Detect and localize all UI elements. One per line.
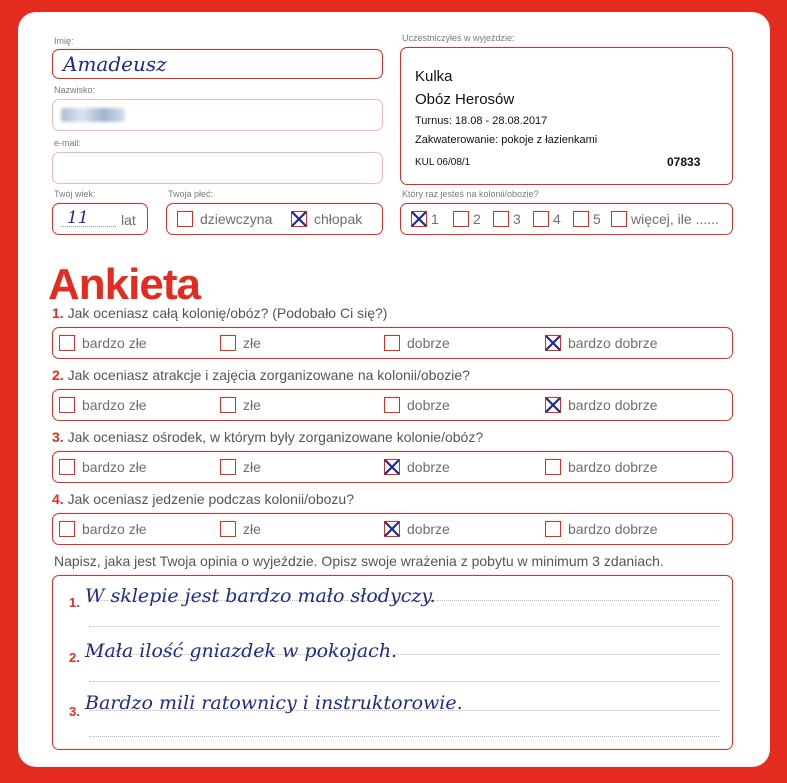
opinion-box[interactable] <box>52 575 733 750</box>
option-label: dobrze <box>407 397 450 413</box>
question-2 <box>52 367 470 383</box>
question-number: 2. <box>52 367 64 383</box>
option-label: bardzo dobrze <box>568 521 658 537</box>
times-option-1: 1 <box>431 211 439 227</box>
checkbox-q1-option-4[interactable] <box>545 335 561 351</box>
checkmark-x-icon <box>382 519 402 539</box>
question-text: Jak oceniasz jedzenie podczas kolonii/obozu? <box>67 491 354 507</box>
option-label: złe <box>243 335 261 351</box>
checkmark-x-icon <box>382 457 402 477</box>
option-label: złe <box>243 521 261 537</box>
survey-title: Ankieta <box>48 260 200 309</box>
checkbox-times-1[interactable] <box>411 211 427 227</box>
checkbox-times-3[interactable] <box>493 211 509 227</box>
gender-option-girl: dziewczyna <box>200 211 273 227</box>
age-unit: lat <box>121 212 136 228</box>
option-label: dobrze <box>407 521 450 537</box>
question-4 <box>52 491 354 507</box>
survey-sheet <box>18 12 770 767</box>
camp-number: 07833 <box>667 155 701 169</box>
checkbox-times-5[interactable] <box>573 211 589 227</box>
checkbox-q3-option-1[interactable] <box>59 459 75 475</box>
option-label: bardzo dobrze <box>568 459 658 475</box>
times-option-2: 2 <box>473 211 481 227</box>
question-text: Jak oceniasz ośrodek, w którym były zorganizowane kolonie/obóz? <box>67 429 484 445</box>
option-label: bardzo złe <box>82 335 147 351</box>
option-label: bardzo dobrze <box>568 335 658 351</box>
redacted-surname <box>61 108 125 122</box>
question-number: 3. <box>52 429 64 445</box>
name-field[interactable] <box>52 49 383 79</box>
checkbox-q1-option-2[interactable] <box>220 335 236 351</box>
age-label: Twój wiek: <box>54 189 96 199</box>
times-option-4: 4 <box>553 211 561 227</box>
opinion-text-1: W sklepie jest bardzo mało słodyczy. <box>85 585 436 607</box>
checkbox-q1-option-1[interactable] <box>59 335 75 351</box>
opinion-text-2: Mała ilość gniazdek w pokojach. <box>85 640 398 662</box>
checkbox-q4-option-4[interactable] <box>545 521 561 537</box>
checkbox-q4-option-1[interactable] <box>59 521 75 537</box>
option-label: bardzo złe <box>82 459 147 475</box>
opinion-prompt: Napisz, jaka jest Twoja opinia o wyjeździe. Opisz swoje wrażenia z pobytu w minimum 3 zdaniach. <box>54 553 664 569</box>
camp-label: Uczestniczyłeś w wyjeździe: <box>402 33 515 43</box>
option-label: dobrze <box>407 335 450 351</box>
checkmark-x-icon <box>543 333 563 353</box>
times-option-5: 5 <box>593 211 601 227</box>
option-label: złe <box>243 459 261 475</box>
option-label: bardzo dobrze <box>568 397 658 413</box>
checkbox-q3-option-3[interactable] <box>384 459 400 475</box>
times-field <box>400 203 733 235</box>
times-label: Który raz jesteś na kolonii/obozie? <box>402 189 539 199</box>
name-label: Imię: <box>54 36 74 46</box>
email-label: e-mail: <box>54 138 82 148</box>
age-value: 11 <box>67 208 89 228</box>
gender-option-boy: chłopak <box>314 211 363 227</box>
checkbox-q2-option-1[interactable] <box>59 397 75 413</box>
camp-turnus: Turnus: 18.08 - 28.08.2017 <box>415 115 548 127</box>
checkbox-girl[interactable] <box>177 211 193 227</box>
answer-row-1 <box>52 327 733 359</box>
surname-label: Nazwisko: <box>54 85 96 95</box>
checkbox-times-4[interactable] <box>533 211 549 227</box>
camp-code: KUL 06/08/1 <box>415 157 471 168</box>
checkmark-x-icon <box>409 209 429 229</box>
opinion-text-3: Bardzo mili ratownicy i instruktorowie. <box>85 692 463 714</box>
checkbox-times-more[interactable] <box>611 211 627 227</box>
answer-row-3 <box>52 451 733 483</box>
surname-field[interactable] <box>52 99 383 131</box>
question-number: 1. <box>52 305 64 321</box>
times-option-3: 3 <box>513 211 521 227</box>
question-text: Jak oceniasz całą kolonię/obóz? (Podobało Ci się?) <box>67 305 388 321</box>
question-1 <box>52 305 387 321</box>
question-3 <box>52 429 483 445</box>
answer-row-4 <box>52 513 733 545</box>
checkbox-q4-option-2[interactable] <box>220 521 236 537</box>
opinion-number-3: 3. <box>69 704 80 719</box>
checkbox-q2-option-3[interactable] <box>384 397 400 413</box>
camp-title: Obóz Herosów <box>415 91 515 108</box>
age-field[interactable] <box>52 203 148 235</box>
gender-label: Twoja płeć: <box>168 189 214 199</box>
checkbox-q1-option-3[interactable] <box>384 335 400 351</box>
question-text: Jak oceniasz atrakcje i zajęcia zorganizowane na kolonii/obozie? <box>67 367 470 383</box>
opinion-number-1: 1. <box>69 595 80 610</box>
checkbox-q3-option-4[interactable] <box>545 459 561 475</box>
checkmark-x-icon <box>289 209 309 229</box>
checkbox-q2-option-4[interactable] <box>545 397 561 413</box>
checkbox-q2-option-2[interactable] <box>220 397 236 413</box>
name-value: Amadeusz <box>63 52 167 76</box>
times-option-more: więcej, ile ...... <box>631 211 719 227</box>
checkmark-x-icon <box>543 395 563 415</box>
opinion-number-2: 2. <box>69 650 80 665</box>
camp-info-box <box>400 47 733 185</box>
checkbox-boy[interactable] <box>291 211 307 227</box>
option-label: bardzo złe <box>82 521 147 537</box>
answer-row-2 <box>52 389 733 421</box>
question-number: 4. <box>52 491 64 507</box>
option-label: dobrze <box>407 459 450 475</box>
option-label: złe <box>243 397 261 413</box>
option-label: bardzo złe <box>82 397 147 413</box>
checkbox-times-2[interactable] <box>453 211 469 227</box>
checkbox-q3-option-2[interactable] <box>220 459 236 475</box>
gender-field <box>166 203 383 235</box>
checkbox-q4-option-3[interactable] <box>384 521 400 537</box>
email-field[interactable] <box>52 152 383 184</box>
camp-accommodation: Zakwaterowanie: pokoje z łazienkami <box>415 134 598 146</box>
camp-name: Kulka <box>415 68 453 85</box>
